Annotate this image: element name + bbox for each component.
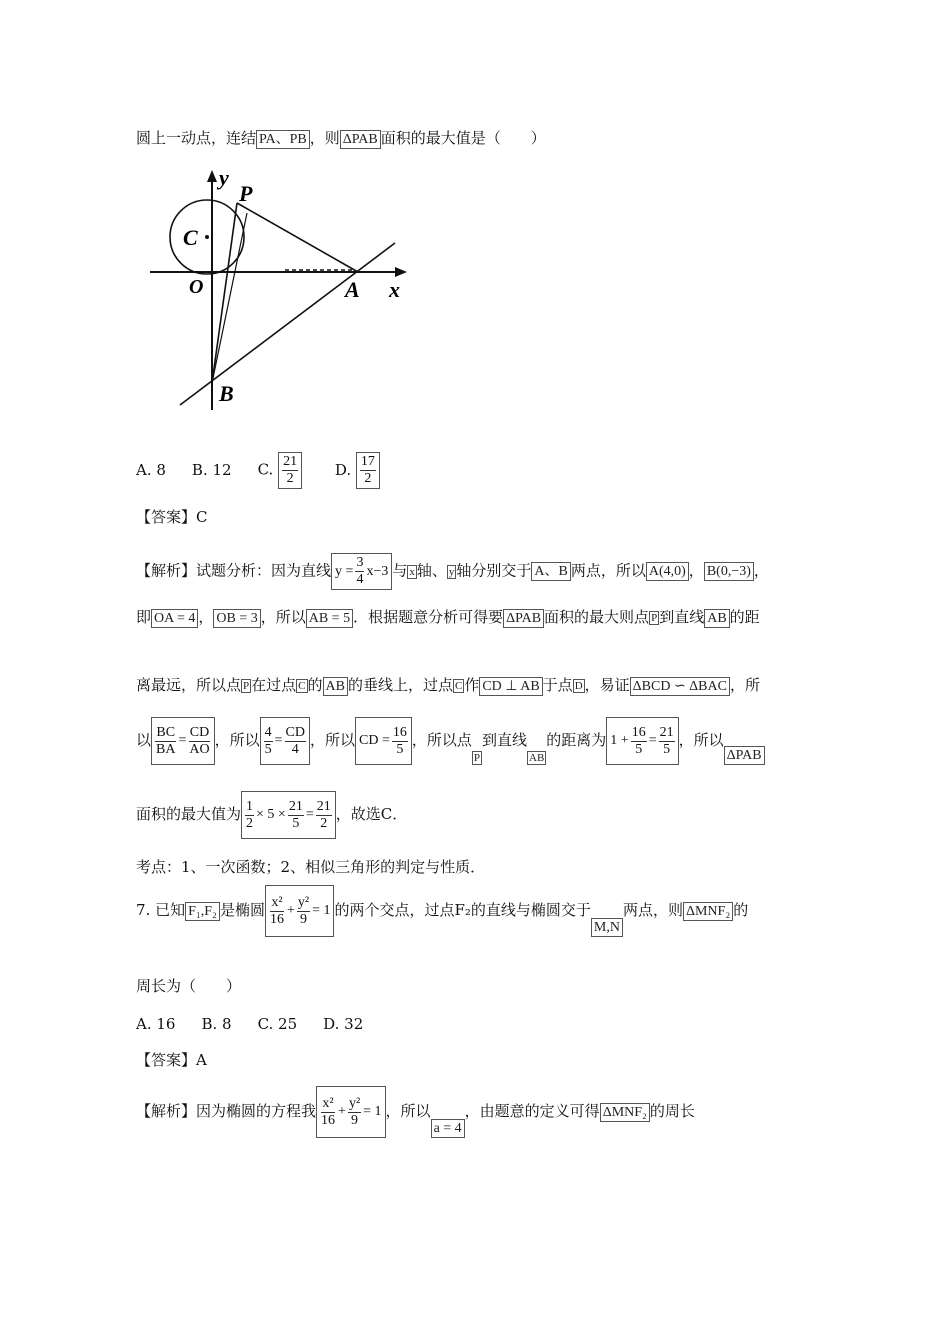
den: BA (156, 741, 176, 757)
den: AO (189, 741, 210, 757)
text: x−3 (366, 563, 389, 579)
num: 21 (283, 454, 298, 469)
answer-value: A (196, 1051, 207, 1069)
formula-box: P (651, 612, 658, 624)
text: 到直线 (481, 731, 527, 749)
den: 5 (292, 815, 300, 831)
num: 17 (360, 454, 375, 469)
geometry-figure (145, 165, 420, 415)
text: 的 (733, 901, 749, 919)
den: 2 (364, 471, 372, 486)
text: 周长为（ ） (136, 977, 242, 995)
text: ，故选C． (335, 805, 408, 823)
x-axis-arrow-icon (395, 267, 407, 277)
num: 16 (392, 724, 407, 740)
formula-box: PA、PB (256, 130, 310, 149)
num: CD (189, 724, 210, 740)
den: 2 (320, 815, 328, 831)
analysis-line-1 (136, 553, 769, 590)
text: 考点：1、一次函数；2、相似三角形的判定与性质． (136, 858, 486, 876)
formula-box: AB (704, 609, 729, 628)
formula-box: ΔBCD ∽ ΔBAC (630, 677, 730, 696)
text: 离最远，所以点 (136, 676, 242, 694)
text: 是椭圆 (219, 901, 265, 919)
q6-options (136, 452, 380, 489)
den: 5 (635, 741, 643, 757)
num: BC (156, 724, 176, 740)
text: ，所以 (214, 731, 260, 749)
text: = 1 (312, 903, 331, 918)
analysis-line-5 (136, 791, 407, 839)
num: 3 (356, 555, 364, 570)
q6-intro-line (136, 128, 546, 149)
text: ，易证 (584, 676, 630, 694)
formula-box: AB (529, 752, 545, 764)
text: 两点，所以 (570, 561, 646, 580)
q7-analysis (136, 1086, 695, 1138)
den: 2 (246, 815, 254, 831)
text: 面积的最大值为 (136, 805, 242, 823)
text: = (305, 807, 314, 822)
answer-tag: 【答案】 (136, 508, 197, 526)
label-c: C (183, 225, 198, 250)
q7-stem-2 (136, 976, 241, 996)
formula-box: F₁,F₂ (185, 902, 220, 921)
analysis-tag: 【解析】 (136, 1102, 197, 1120)
text: 以 (136, 731, 152, 749)
text: ，所以 (309, 731, 355, 749)
option-a: A. 8 (136, 460, 166, 479)
formula-box: OA = 4 (151, 609, 198, 628)
text: 因为椭圆的方程我 (196, 1102, 317, 1120)
ellipse-equation (265, 885, 335, 937)
text: × 5 × (256, 807, 286, 822)
den: 9 (351, 1112, 359, 1128)
num: y² (297, 894, 310, 910)
option-c: C. 25 (257, 1015, 298, 1033)
text: 面积的最大则点 (544, 608, 650, 626)
text: 与 (392, 561, 408, 580)
text: 作 (464, 676, 480, 694)
q6-answer (136, 507, 208, 527)
distance-formula (606, 717, 678, 765)
formula-box: ΔPAB (724, 746, 765, 765)
label-x: x (389, 277, 400, 302)
text: 的周长 (649, 1102, 695, 1120)
text: 在过点 (251, 676, 297, 694)
formula-box: CD ⊥ AB (479, 677, 542, 696)
num: 21 (659, 724, 674, 740)
option-d-fraction (356, 452, 380, 489)
ellipse-equation (316, 1086, 386, 1138)
label-a: A (345, 277, 360, 302)
text: ，所以 (385, 1102, 431, 1120)
y-axis-arrow-icon (207, 170, 217, 182)
label-o: O (189, 276, 204, 298)
den: 16 (321, 1112, 336, 1128)
segment-pb (212, 203, 237, 383)
num: CD (285, 724, 305, 740)
den: 4 (291, 741, 299, 757)
line-equation (331, 553, 392, 590)
text: 面积的最大值是（ ） (380, 129, 546, 147)
q7-options (136, 1014, 363, 1034)
formula-box: ΔPAB (503, 609, 544, 628)
text: ，所 (729, 676, 760, 694)
answer-tag: 【答案】 (136, 1051, 197, 1069)
text: 轴、 (416, 561, 447, 580)
formula-box: y (448, 565, 455, 578)
num: x² (271, 894, 283, 910)
text: CD = (359, 733, 390, 748)
text: + (338, 1104, 346, 1119)
formula-box: D (574, 680, 583, 692)
formula-box: OB = 3 (213, 609, 260, 628)
option-c-label: C. (257, 460, 274, 479)
den: 4 (356, 572, 364, 587)
formula-box: A、B (531, 562, 570, 581)
option-d: D. 32 (323, 1015, 364, 1033)
num: y² (348, 1095, 361, 1111)
num: x² (322, 1095, 334, 1111)
q7-answer (136, 1050, 207, 1070)
option-b: B. 8 (201, 1015, 232, 1033)
formula-box: B(0,−3) (704, 562, 754, 581)
cd-formula (355, 717, 412, 765)
label-b: B (219, 381, 234, 406)
text: = 1 (363, 1104, 382, 1119)
q7-stem (136, 885, 748, 937)
num: 1 (246, 798, 254, 814)
formula-box: M,N (591, 918, 623, 937)
analysis-line-4 (136, 717, 765, 765)
text: ，所以 (678, 731, 724, 749)
num: 16 (631, 724, 646, 740)
formula-box: AB (323, 677, 348, 696)
den: 5 (396, 741, 404, 757)
text: 的 (307, 676, 323, 694)
formula-box: ΔPAB (340, 130, 381, 149)
formula-box: AB = 5 (306, 609, 353, 628)
den: 16 (269, 911, 284, 927)
formula-box: a = 4 (431, 1119, 465, 1138)
option-b: B. 12 (191, 460, 232, 479)
center-dot (205, 235, 209, 239)
text: ， (753, 561, 769, 580)
text: 的两个交点，过点F₂的直线与椭圆交于 (334, 901, 591, 919)
formula-box: C (454, 680, 463, 692)
text: ，所以点 (411, 731, 472, 749)
num: 21 (288, 798, 303, 814)
text: ， (688, 561, 704, 580)
text: 1 + (610, 733, 629, 748)
text: y = (335, 563, 354, 579)
text: ，所以 (260, 608, 306, 626)
formula-box: P (243, 680, 250, 692)
num: 4 (264, 724, 272, 740)
text: 圆上一动点，连结 (136, 129, 257, 147)
text: ．根据题意分析可得要 (353, 608, 504, 626)
area-formula (241, 791, 336, 839)
ratio-formula: $\frac{BC}{BA}$ = $\frac{CD}{AO}$ (151, 717, 215, 765)
text: ，由题意的定义可得 (464, 1102, 600, 1120)
text: + (286, 903, 295, 918)
text: 的距 (729, 608, 760, 626)
ratio-formula-2: $\frac{4}{5}$ = $\frac{CD}{4}$ (260, 717, 310, 765)
den: 9 (299, 911, 307, 927)
option-a: A. 16 (136, 1015, 176, 1033)
formula-box: ΔMNF₂ (600, 1103, 650, 1122)
label-p: P (239, 181, 253, 206)
question-number: 7. 已知 (136, 901, 186, 919)
num: 21 (316, 798, 331, 814)
den: 2 (286, 471, 294, 486)
analysis-line-2 (136, 607, 760, 628)
text: ， (198, 608, 214, 626)
text: ，则 (309, 129, 340, 147)
analysis-tag: 【解析】 (136, 561, 197, 580)
formula-box: ΔMNF₂ (683, 902, 733, 921)
formula-box: x (409, 565, 415, 578)
text: 试题分析：因为直线 (196, 561, 332, 580)
option-d-label: D. (334, 460, 352, 479)
option-c-fraction (278, 452, 302, 489)
den: 5 (264, 741, 272, 757)
text: 的距离为 (546, 731, 607, 749)
text: 两点，则 (622, 901, 683, 919)
formula-box: C (298, 680, 306, 692)
answer-value: C (196, 508, 208, 526)
formula-box: P (473, 752, 480, 764)
formula-box: A(4,0) (646, 562, 689, 581)
label-y: y (219, 165, 229, 190)
text: = (648, 733, 657, 748)
text: 到直线 (659, 608, 705, 626)
text: 即 (136, 608, 152, 626)
den: 5 (663, 741, 671, 757)
q6-knowledge-points (136, 857, 485, 877)
text: 轴分别交于 (456, 561, 532, 580)
text: 于点 (542, 676, 573, 694)
segment-pa (237, 203, 358, 272)
text: 的垂线上，过点 (347, 676, 453, 694)
analysis-line-3 (136, 675, 760, 696)
